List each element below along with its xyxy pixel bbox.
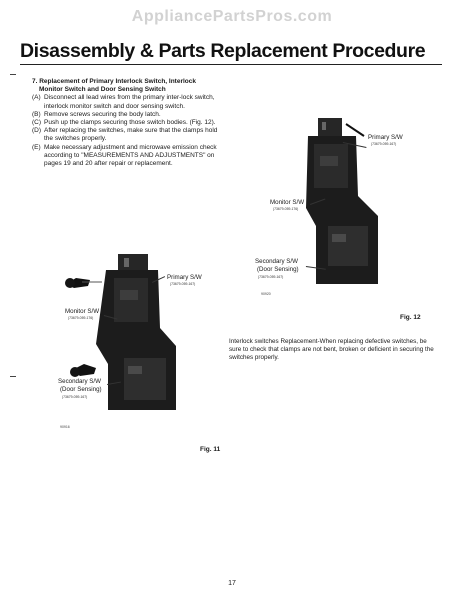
fig12-secondary-sub: (Door Sensing)	[257, 266, 299, 273]
fig12-secondary-label: Secondary S/W	[255, 258, 298, 265]
replacement-note: Interlock switches Replacement-When replacing defective switches, be sure to check that clamps are not bent, broken or deficient in securing the switches properly.	[229, 338, 434, 361]
fig12-monitor-part: (73679-059-176)	[273, 207, 299, 211]
instructions-heading: 7. Replacement of Primary Interlock Switch, Interlock	[32, 78, 196, 85]
fig12-caption: Fig. 12	[400, 314, 421, 321]
step-e: (E) Make necessary adjustment and microwave emission check according to "MEASUREMENTS AND ADJUSTMENTS" on pages 19 and 20 after repair or replacement.	[32, 143, 217, 168]
page-number: 17	[228, 580, 236, 587]
step-c: (C) Push up the clamps securing those switch bodies. (Fig. 12).	[32, 119, 216, 127]
watermark: AppliancePartsPros.com	[131, 8, 333, 25]
fig11-primary-label: Primary S/W	[167, 274, 202, 281]
fig12-photo	[298, 116, 380, 286]
fig12-primary-label: Primary S/W	[368, 134, 403, 141]
fig11-secondary-part: (73679-059-167)	[62, 395, 88, 399]
fig11-primary-part: (73679-059-167)	[170, 282, 196, 286]
fig11-secondary-label: Secondary S/W	[58, 378, 101, 385]
fig11-caption: Fig. 11	[200, 446, 221, 453]
page-title: Disassembly & Parts Replacement Procedure	[20, 40, 426, 62]
fig11-monitor-part: (73679-059-176)	[68, 316, 94, 320]
fig12-secondary-part: (73679-059-167)	[258, 275, 284, 279]
fig12-primary-part: (73679-059-167)	[371, 142, 397, 146]
instructions	[32, 78, 220, 168]
margin-mark	[10, 376, 16, 377]
step-a: (A) Disconnect all lead wires from the primary inter-lock switch, interlock monitor switch and door sensing switch.	[32, 94, 215, 110]
step-b: (B) Remove screws securing the body latch.	[32, 110, 161, 118]
fig11-ref: 90916	[60, 425, 70, 429]
instructions-heading: Monitor Switch and Door Sensing Switch	[39, 86, 166, 94]
step-d: (D) After replacing the switches, make sure that the clamps hold the switches properly.	[32, 127, 218, 143]
title-rule	[20, 64, 442, 65]
fig12-ref: 90920	[261, 292, 271, 296]
fig11-monitor-label: Monitor S/W	[65, 308, 100, 315]
margin-mark	[10, 74, 16, 75]
fig12-monitor-label: Monitor S/W	[270, 199, 305, 206]
fig11-secondary-sub: (Door Sensing)	[60, 386, 102, 393]
